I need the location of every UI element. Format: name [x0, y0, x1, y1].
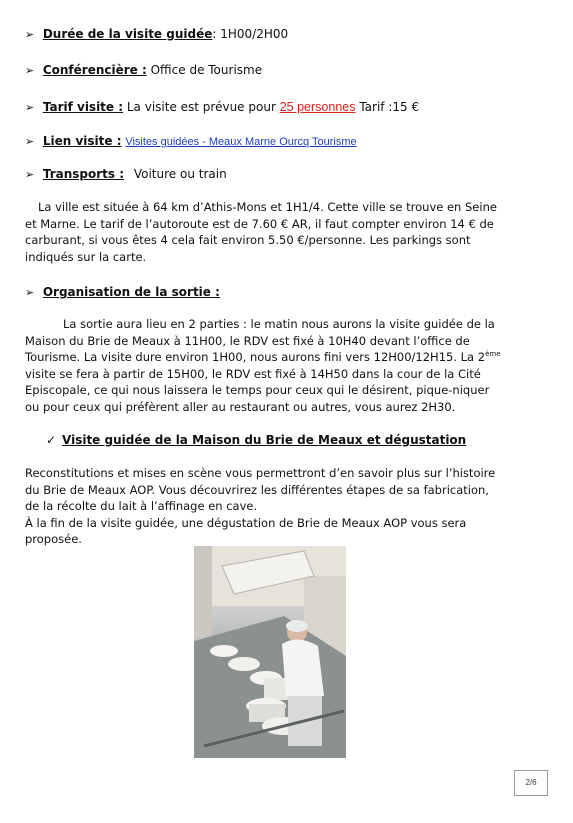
item-tarif	[25, 99, 419, 116]
item-label: Conférencière :	[42, 63, 147, 77]
item-label: Organisation de la sortie :	[42, 285, 220, 299]
item-label: Transports :	[42, 167, 125, 181]
visite-text-2: À la fin de la visite guidée, une dégustation de Brie de Meaux AOP vous sera proposée.	[25, 515, 467, 547]
item-label: Durée de la visite guidée	[42, 27, 213, 41]
transport-text: La ville est située à 64 km d’Athis-Mons et 1H1/4. Cette ville se trouve en Seine et Marne. Le tarif de l’autoroute est de 7.60 € AR, il faut compter environ 14 € de carburant, si vous êtes 4 cela fait environ 5.50 €/personne. Les parkings sont indiqués sur la carte.	[25, 200, 497, 264]
tourism-link[interactable]: Visites guidées - Meaux Marne Ourcq Tourisme	[125, 136, 357, 148]
arrow-bullet-icon: ➢	[25, 286, 35, 299]
organisation-paragraph	[25, 316, 505, 416]
visite-paragraph	[25, 465, 505, 548]
organisation-text-1: La sortie aura lieu en 2 parties : le matin nous aurons la visite guidée de la Maison du Brie de Meaux à 11H00, le RDV est fixé à 10H40 devant l’office de Tourisme. La visite dure environ 1H00, nous aurons fini vers 12H00/12H15. La 2	[25, 317, 495, 365]
item-transports	[25, 166, 227, 183]
visite-heading	[46, 433, 466, 447]
checkmark-icon: ✓	[46, 433, 57, 447]
item-value-pre: La visite est prévue pour	[126, 100, 276, 114]
page-number: 2/6	[514, 770, 548, 796]
item-label: Tarif visite :	[42, 100, 124, 114]
item-label: Lien visite :	[42, 134, 122, 148]
item-conferenciere	[25, 62, 262, 79]
item-value-post: Tarif :15 €	[359, 100, 420, 114]
arrow-bullet-icon: ➢	[25, 168, 35, 181]
item-organisation	[25, 284, 220, 301]
superscript: ème	[485, 350, 501, 359]
arrow-bullet-icon: ➢	[25, 101, 35, 114]
arrow-bullet-icon: ➢	[25, 135, 35, 148]
item-value: Voiture ou train	[133, 167, 227, 181]
arrow-bullet-icon: ➢	[25, 64, 35, 77]
organisation-text-2: visite se fera à partir de 15H00, le RDV est fixé à 14H50 dans la cour de la Cité Episcopale, ce qui nous laissera le temps pour ceux qui le désirent, pique-niquer ou pour ceux qui préfèrent aller au restaurant ou autres, vous aurez 2H30.	[25, 366, 490, 414]
transport-paragraph	[25, 199, 505, 265]
cheesemaker-photo	[194, 546, 346, 758]
visite-text-1: Reconstitutions et mises en scène vous permettront d’en savoir plus sur l’histoire du Brie de Meaux AOP. Vous découvrirez les différentes étapes de sa fabrication, de la récolte du lait à l’affinage en cave.	[25, 466, 496, 514]
item-duree	[25, 26, 288, 43]
visite-title: Visite guidée de la Maison du Brie de Meaux et dégustation	[62, 433, 467, 447]
highlight-participants: 25 personnes	[279, 100, 356, 114]
item-value: Office de Tourisme	[150, 63, 263, 77]
cheesemaker-photo-drawing	[194, 546, 346, 758]
item-value: : 1H00/2H00	[212, 27, 289, 41]
arrow-bullet-icon: ➢	[25, 28, 35, 41]
item-lien	[25, 133, 357, 150]
